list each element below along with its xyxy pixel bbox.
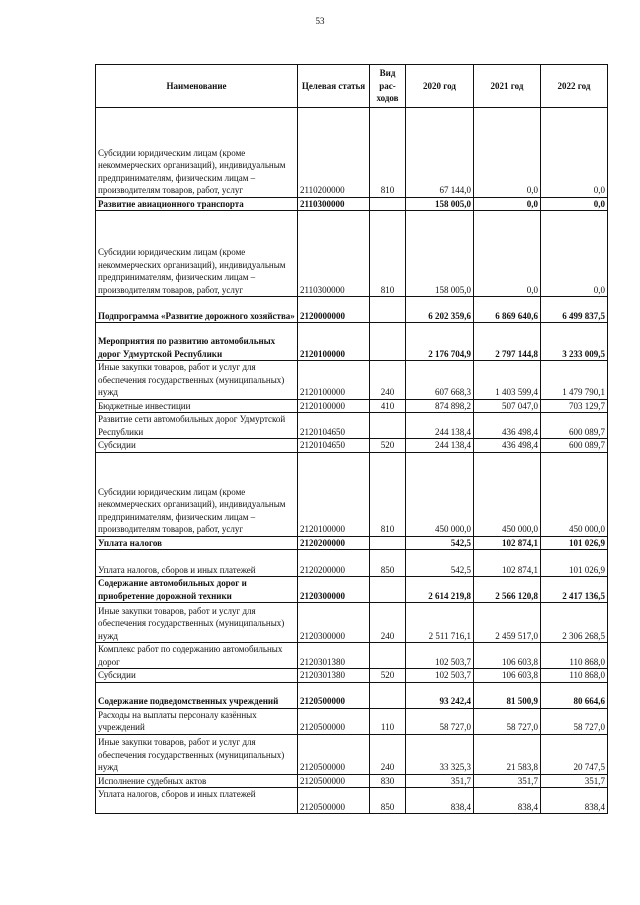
row-vid (370, 643, 406, 669)
table-row (96, 682, 608, 708)
row-2021: 2 566 120,8 (474, 577, 541, 603)
row-vid: 240 (370, 603, 406, 643)
row-2020: 244 138,4 (406, 413, 474, 439)
row-2022: 450 000,0 (541, 452, 608, 536)
row-2020: 102 503,7 (406, 669, 474, 683)
row-2020: 158 005,0 (406, 197, 474, 211)
table-row (96, 577, 608, 603)
row-2022: 3 233 009,5 (541, 323, 608, 361)
row-2022: 1 479 790,1 (541, 361, 608, 400)
row-name: Иные закупки товаров, работ и услуг для обеспечения государственных (муниципальных) нужд (96, 734, 298, 774)
table-row (96, 107, 608, 197)
row-name: Уплата налогов, сборов и иных платежей (96, 550, 298, 577)
row-name: Субсидии юридическим лицам (кроме некоммерческих организаций), индивидуальным предпринимателям, физическим лицам – производителям товаров, работ, услуг (96, 211, 298, 297)
row-code: 2120100000 (298, 399, 370, 413)
row-code: 2120500000 (298, 734, 370, 774)
table-row (96, 399, 608, 413)
row-name: Уплата налогов (96, 536, 298, 550)
row-2021: 436 498,4 (474, 439, 541, 453)
row-2022: 20 747,5 (541, 734, 608, 774)
row-2021: 1 403 599,4 (474, 361, 541, 400)
row-2022: 80 664,6 (541, 682, 608, 708)
row-name: Подпрограмма «Развитие дорожного хозяйства» (96, 297, 298, 323)
row-2021: 351,7 (474, 774, 541, 788)
row-2020: 838,4 (406, 788, 474, 814)
row-name: Бюджетные инвестиции (96, 399, 298, 413)
table-row (96, 669, 608, 683)
row-2020: 2 176 704,9 (406, 323, 474, 361)
row-name: Содержание подведомственных учреждений (96, 682, 298, 708)
row-2020: 33 325,3 (406, 734, 474, 774)
row-2021: 2 797 144,8 (474, 323, 541, 361)
row-code: 2120200000 (298, 536, 370, 550)
row-code: 2120500000 (298, 708, 370, 734)
row-name: Исполнение судебных актов (96, 774, 298, 788)
row-2022: 838,4 (541, 788, 608, 814)
row-name: Иные закупки товаров, работ и услуг для обеспечения государственных (муниципальных) нужд (96, 603, 298, 643)
header-2022: 2022 год (541, 65, 608, 108)
row-vid (370, 323, 406, 361)
row-code: 2120104650 (298, 413, 370, 439)
table-row (96, 536, 608, 550)
row-2021: 0,0 (474, 211, 541, 297)
page-number: 53 (315, 16, 325, 26)
row-code: 2120301380 (298, 669, 370, 683)
row-name: Развитие авиационного транспорта (96, 197, 298, 211)
row-2020: 2 511 716,1 (406, 603, 474, 643)
row-name: Развитие сети автомобильных дорог Удмуртской Республики (96, 413, 298, 439)
row-2022: 110 868,0 (541, 643, 608, 669)
row-name: Расходы на выплаты персоналу казённых учреждений (96, 708, 298, 734)
row-vid: 850 (370, 550, 406, 577)
row-2021: 507 047,0 (474, 399, 541, 413)
row-2021: 0,0 (474, 197, 541, 211)
row-vid: 520 (370, 439, 406, 453)
row-2021: 106 603,8 (474, 669, 541, 683)
row-name: Субсидии юридическим лицам (кроме некоммерческих организаций), индивидуальным предпринимателям, физическим лицам – производителям товаров, работ, услуг (96, 107, 298, 197)
table-row (96, 439, 608, 453)
row-2021: 838,4 (474, 788, 541, 814)
row-vid: 240 (370, 361, 406, 400)
row-2022: 0,0 (541, 197, 608, 211)
row-code: 2110200000 (298, 107, 370, 197)
row-vid (370, 413, 406, 439)
row-vid: 810 (370, 211, 406, 297)
row-2021: 58 727,0 (474, 708, 541, 734)
row-2022: 351,7 (541, 774, 608, 788)
row-2021: 102 874,1 (474, 536, 541, 550)
row-code: 2120500000 (298, 774, 370, 788)
row-vid (370, 682, 406, 708)
table-row (96, 323, 608, 361)
row-name: Уплата налогов, сборов и иных платежей (96, 788, 298, 814)
row-2022: 101 026,9 (541, 550, 608, 577)
row-2021: 21 583,8 (474, 734, 541, 774)
budget-table (95, 64, 608, 814)
row-2021: 2 459 517,0 (474, 603, 541, 643)
row-vid (370, 297, 406, 323)
row-code: 2120301380 (298, 643, 370, 669)
header-2021: 2021 год (474, 65, 541, 108)
row-2020: 244 138,4 (406, 439, 474, 453)
table-row (96, 774, 608, 788)
row-2022: 703 129,7 (541, 399, 608, 413)
table-row (96, 788, 608, 814)
header-vid: Вид рас-ходов (370, 65, 406, 108)
row-vid: 810 (370, 107, 406, 197)
table-row (96, 643, 608, 669)
row-2022: 2 306 268,5 (541, 603, 608, 643)
row-code: 2110300000 (298, 211, 370, 297)
row-name: Субсидии (96, 439, 298, 453)
row-2022: 600 089,7 (541, 439, 608, 453)
row-2020: 58 727,0 (406, 708, 474, 734)
row-2020: 351,7 (406, 774, 474, 788)
row-code: 2120200000 (298, 550, 370, 577)
row-2020: 102 503,7 (406, 643, 474, 669)
row-2020: 450 000,0 (406, 452, 474, 536)
row-2021: 450 000,0 (474, 452, 541, 536)
row-2020: 6 202 359,6 (406, 297, 474, 323)
table-header-row (96, 65, 608, 108)
table-row (96, 197, 608, 211)
row-vid (370, 577, 406, 603)
row-2020: 542,5 (406, 550, 474, 577)
row-vid: 110 (370, 708, 406, 734)
row-2022: 101 026,9 (541, 536, 608, 550)
row-vid: 850 (370, 788, 406, 814)
row-name: Субсидии юридическим лицам (кроме некоммерческих организаций), индивидуальным предпринимателям, физическим лицам – производителям товаров, работ, услуг (96, 452, 298, 536)
row-2022: 0,0 (541, 211, 608, 297)
row-code: 2120100000 (298, 361, 370, 400)
table-row (96, 361, 608, 400)
table-row (96, 211, 608, 297)
row-name: Комплекс работ по содержанию автомобильных дорог (96, 643, 298, 669)
row-code: 2120100000 (298, 452, 370, 536)
row-code: 2120300000 (298, 577, 370, 603)
row-2020: 158 005,0 (406, 211, 474, 297)
row-2022: 58 727,0 (541, 708, 608, 734)
row-2021: 81 500,9 (474, 682, 541, 708)
row-2021: 6 869 640,6 (474, 297, 541, 323)
row-2021: 106 603,8 (474, 643, 541, 669)
header-2020: 2020 год (406, 65, 474, 108)
row-vid: 410 (370, 399, 406, 413)
row-2022: 6 499 837,5 (541, 297, 608, 323)
row-2020: 874 898,2 (406, 399, 474, 413)
row-2021: 0,0 (474, 107, 541, 197)
row-code: 2120300000 (298, 603, 370, 643)
row-vid: 810 (370, 452, 406, 536)
row-vid (370, 197, 406, 211)
table-row (96, 708, 608, 734)
row-code: 2120500000 (298, 682, 370, 708)
row-vid: 520 (370, 669, 406, 683)
row-2022: 0,0 (541, 107, 608, 197)
table-row (96, 603, 608, 643)
row-code: 2120000000 (298, 297, 370, 323)
row-vid (370, 536, 406, 550)
row-2020: 607 668,3 (406, 361, 474, 400)
row-2020: 542,5 (406, 536, 474, 550)
row-code: 2120100000 (298, 323, 370, 361)
row-2020: 67 144,0 (406, 107, 474, 197)
row-2022: 600 089,7 (541, 413, 608, 439)
table-row (96, 452, 608, 536)
row-name: Мероприятия по развитию автомобильных дорог Удмуртской Республики (96, 323, 298, 361)
row-code: 2120500000 (298, 788, 370, 814)
table-row (96, 413, 608, 439)
row-vid: 830 (370, 774, 406, 788)
row-code: 2120104650 (298, 439, 370, 453)
row-2022: 110 868,0 (541, 669, 608, 683)
row-name: Иные закупки товаров, работ и услуг для обеспечения государственных (муниципальных) нужд (96, 361, 298, 400)
row-2020: 93 242,4 (406, 682, 474, 708)
header-code: Целевая статья (298, 65, 370, 108)
row-vid: 240 (370, 734, 406, 774)
row-name: Содержание автомобильных дорог и приобретение дорожной техники (96, 577, 298, 603)
row-name: Субсидии (96, 669, 298, 683)
table-row (96, 297, 608, 323)
row-code: 2110300000 (298, 197, 370, 211)
row-2021: 436 498,4 (474, 413, 541, 439)
table-row (96, 734, 608, 774)
header-name: Наименование (96, 65, 298, 108)
row-2021: 102 874,1 (474, 550, 541, 577)
table-row (96, 550, 608, 577)
row-2020: 2 614 219,8 (406, 577, 474, 603)
row-2022: 2 417 136,5 (541, 577, 608, 603)
